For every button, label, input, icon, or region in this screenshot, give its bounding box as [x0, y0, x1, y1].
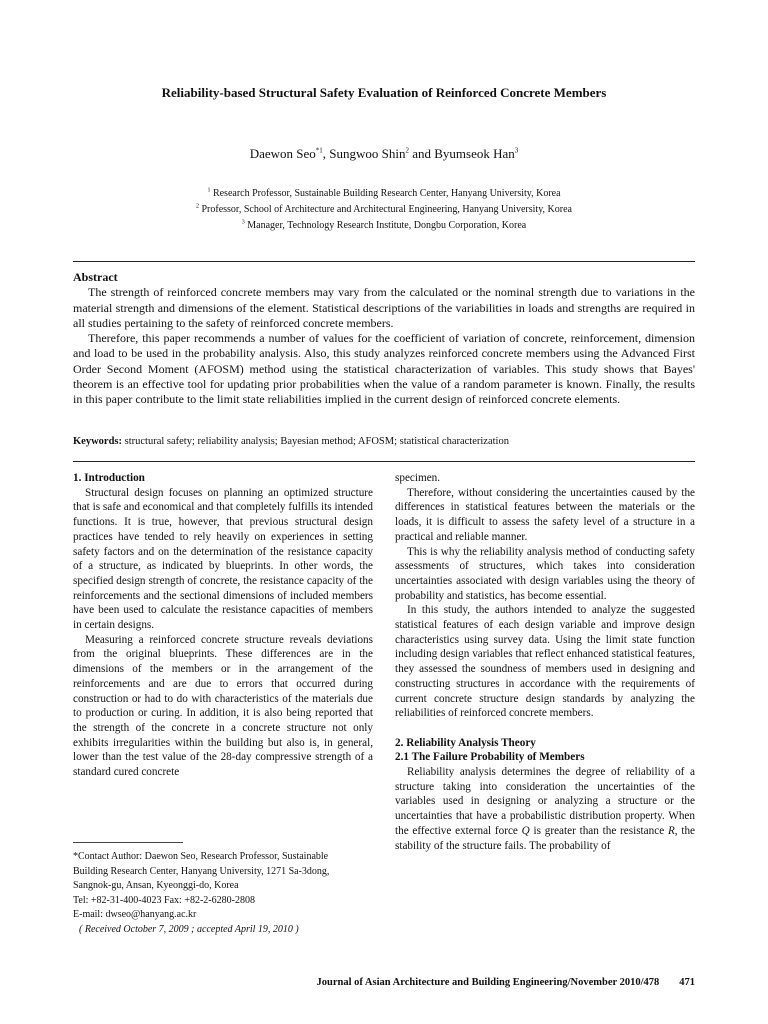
contact-footnote	[73, 850, 378, 937]
right-column	[395, 471, 695, 853]
journal-citation: Journal of Asian Architecture and Building Engineering/November 2010/478	[316, 977, 660, 988]
text-run: is greater than the resistance	[529, 824, 668, 837]
received-date: ( Received October 7, 2009 ; accepted April 19, 2010 )	[79, 923, 299, 935]
footnote-line: *Contact Author: Daewon Seo, Research Professor, Sustainable	[73, 851, 329, 862]
keywords	[73, 436, 695, 447]
page-footer	[317, 977, 696, 988]
body-paragraph: Therefore, without considering the uncertainties caused by the differences in statistical features between the materials or the loads, it is difficult to assess the safety level of a structure in a practical and reliable manner.	[395, 486, 695, 543]
author-line	[0, 146, 768, 162]
affiliations	[0, 186, 768, 234]
affiliation-sup: 1	[207, 187, 211, 194]
page-number: 471	[679, 977, 695, 988]
text-run: , the stability of the structure fails. The probability of	[395, 824, 696, 852]
left-column	[73, 471, 373, 780]
affiliation-sup: 3	[241, 219, 245, 226]
author-separator: ,	[322, 146, 330, 161]
abstract-top-rule	[73, 261, 695, 262]
affiliation-text: Professor, School of Architecture and Architectural Engineering, Hanyang University, Korea	[201, 204, 572, 215]
footnote-rule	[73, 842, 183, 843]
abstract-paragraph: The strength of reinforced concrete members may vary from the calculated or the nominal strength due to variations in the material strength and dimensions of the element. Statistical descriptions of the variabilities in loads and strengths are required in all studies pertaining to the safety of reinforced concrete members.	[73, 285, 695, 330]
footnote-line: Sangnok-gu, Ansan, Kyeonggi-do, Korea	[73, 880, 239, 891]
author-sup: *1	[315, 146, 323, 155]
affiliation-line	[0, 218, 768, 234]
abstract	[73, 270, 695, 408]
abstract-paragraph: Therefore, this paper recommends a number of values for the coefficient of variation of concrete, reinforcement, dimension and load to be used in the probability analysis. Also, this study analyzes reinforced concrete members using the Advanced First Order Second Moment (AFOSM) method using the statistical characterization of variables. This study shows that Bayes' theorem is an effective tool for updating prior probabilities when the value of a random parameter is known. Finally, the results in this paper contribute to the limit state reliabilities implied in the current design of reinforced concrete elements.	[73, 331, 695, 407]
affiliation-line	[0, 186, 768, 202]
body-paragraph-continued: specimen.	[395, 472, 441, 484]
affiliation-text: Research Professor, Sustainable Building Research Center, Hanyang University, Korea	[212, 188, 561, 199]
affiliation-text: Manager, Technology Research Institute, Dongbu Corporation, Korea	[247, 220, 527, 231]
abstract-heading: Abstract	[73, 270, 118, 284]
keywords-label: Keywords:	[73, 436, 122, 447]
footnote-line: Tel: +82-31-400-4023 Fax: +82-2-6280-2808	[73, 894, 255, 906]
author-sup: 2	[405, 146, 409, 155]
footnote-line: Building Research Center, Hanyang University, 1271 Sa-3dong,	[73, 865, 330, 877]
section-heading-introduction: 1. Introduction	[73, 472, 145, 484]
keywords-text: structural safety; reliability analysis; Bayesian method; AFOSM; statistical characterization	[124, 436, 509, 447]
abstract-bottom-rule	[73, 461, 695, 462]
symbol-q: Q	[521, 824, 530, 837]
author-name: Sungwoo Shin	[329, 146, 406, 161]
section-spacer	[395, 721, 695, 736]
author-sup: 3	[514, 146, 519, 155]
body-paragraph: Measuring a reinforced concrete structure reveals deviations from the original blueprints. These differences are in the dimensions of the members or in the arrangement of the reinforcements and are due to errors that occurred during construction or had to do with characteristics of the materials due to production or curing. In addition, it is also being reported that the strength of the concrete in a concrete structure not only exhibits irregularities within the building but also is, in general, lower than the test value of the 28-day compressive strength of a standard cured concrete	[73, 633, 373, 779]
body-paragraph: In this study, the authors intended to analyze the suggested statistical features of each design variable and improve design characteristics using survey data. Using the limit state function including design variables that reflect enhanced statistical features, they assessed the soundness of members used in designing and constructing structures in accordance with the requirements of current concrete structure design standards by analyzing the reliabilities of reinforced concrete members.	[395, 604, 695, 720]
footnote-line: E-mail: dwseo@hanyang.ac.kr	[73, 909, 197, 920]
affiliation-sup: 2	[195, 203, 199, 210]
subsection-heading-failure-probability: 2.1 The Failure Probability of Members	[395, 751, 585, 764]
section-heading-theory: 2. Reliability Analysis Theory	[395, 736, 536, 749]
body-paragraph: Structural design focuses on planning an optimized structure that is safe and economical and that completely fulfills its intended functions. It is true, however, that previous structural design practices have tended to rely heavily on experiences in setting safety factors and on the determination of the resistance capacity of a structure, as indicated by blueprints. In other words, the specified design strength of concrete, the resistance capacity of the reinforcements and the sectional dimensions of included members have been used to calculate the resistance capacities of members in certain designs.	[73, 486, 373, 632]
body-paragraph	[395, 765, 695, 853]
text-run: Reliability analysis determines the degree of reliability of a structure taking into consideration the uncertainties of the variables used in designing or analyzing a structure or the uncertainties that have a probabilistic distribution property. When the effective external force	[395, 766, 695, 837]
author-separator: and	[408, 146, 435, 161]
body-paragraph: This is why the reliability analysis method of conducting safety assessments of structures, which takes into consideration uncertainties associated with design variables using the theory of probability and statistics, has become essential.	[395, 545, 695, 602]
paper-title: Reliability-based Structural Safety Evaluation of Reinforced Concrete Members	[161, 85, 607, 100]
author-name: Daewon Seo	[249, 146, 316, 161]
author-name: Byumseok Han	[434, 146, 515, 161]
symbol-r: R	[667, 824, 675, 837]
affiliation-line	[0, 202, 768, 218]
